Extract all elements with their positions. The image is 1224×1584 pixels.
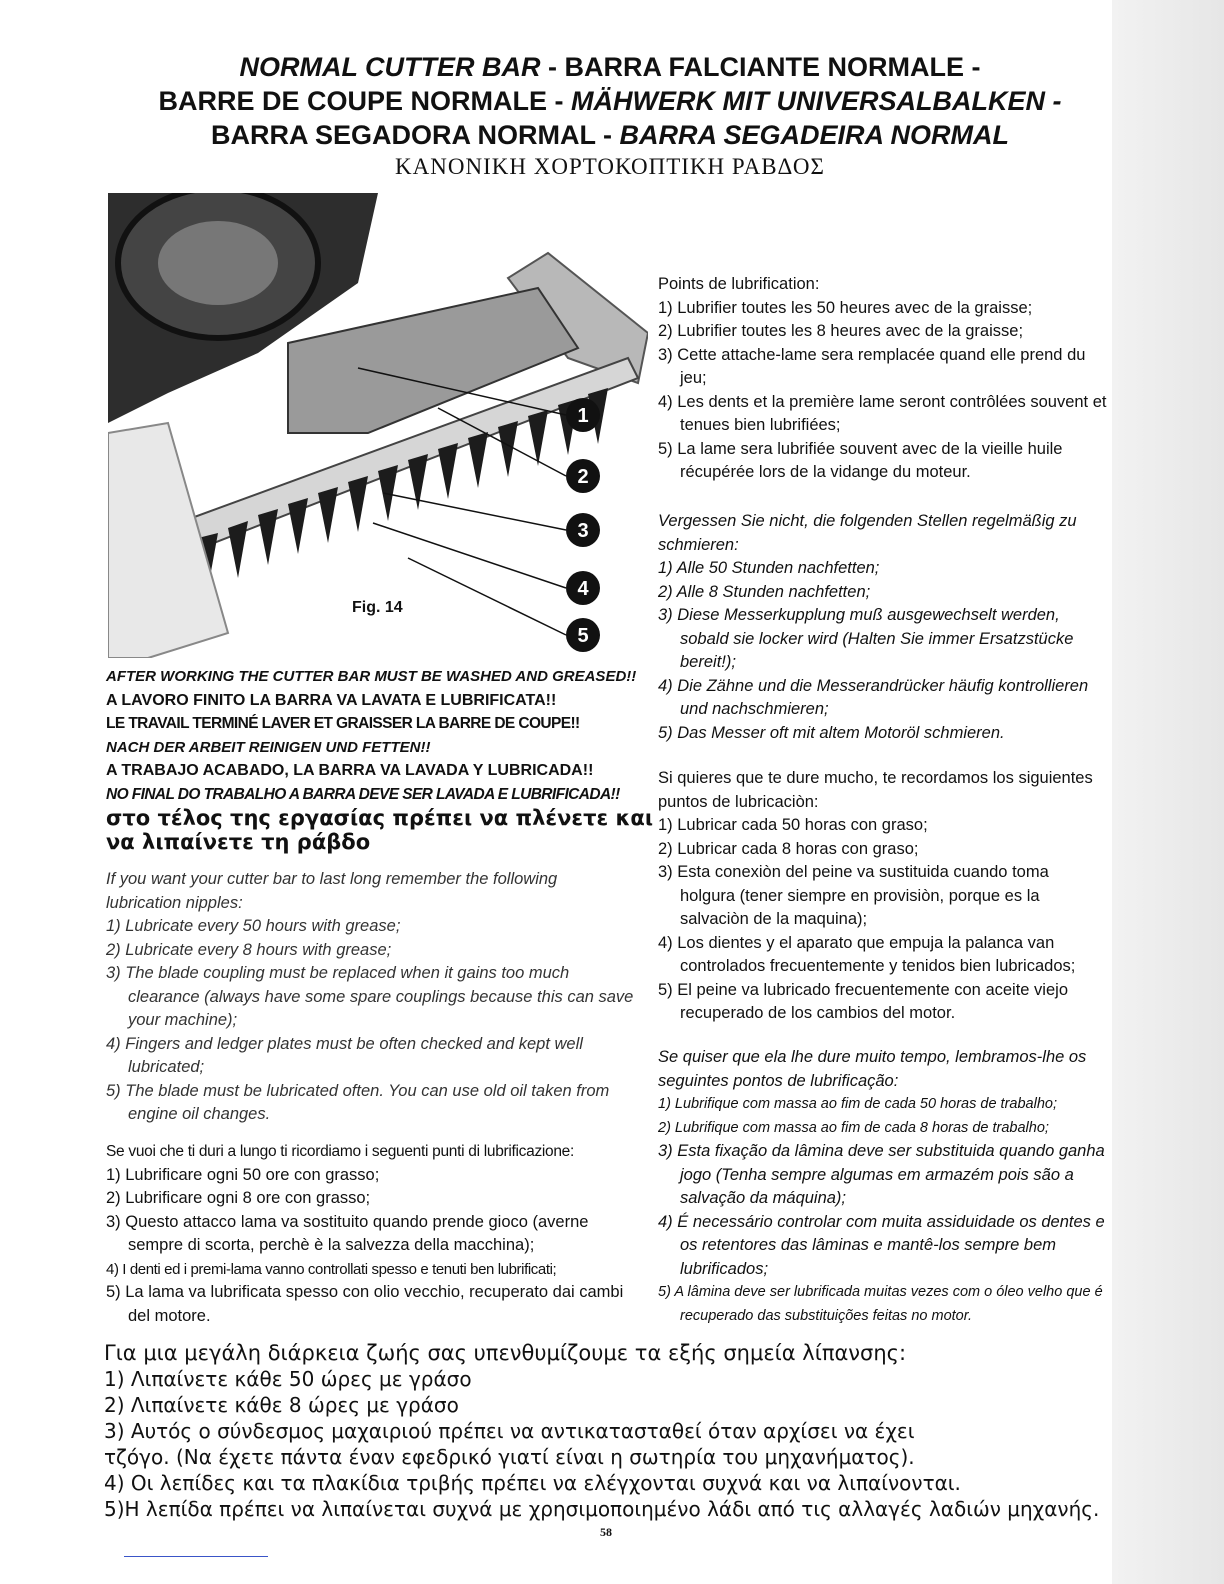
page-number: 58 — [600, 1525, 612, 1539]
list-item: 5) El peine va lubricado frecuentemente con aceite viejo recuperado de los cambios del motor. — [658, 980, 1068, 1022]
warning-pt: NO FINAL DO TRABALHO A BARRA DEVE SER LAVADA E LUBRIFICADA!! — [106, 785, 620, 803]
list-item: 4) Los dientes y el aparato que empuja la palanca van controlados frecuentemente y tenidos bien lubricados; — [658, 933, 1076, 975]
title-it: - BARRA FALCIANTE NORMALE - — [540, 52, 981, 82]
figure-caption: Fig. 14 — [352, 599, 403, 616]
warning-gr-line-2: να λιπαίνετε τη ράβδο — [106, 830, 371, 854]
warning-fr: LE TRAVAIL TERMINÉ LAVER ET GRAISSER LA BARRE DE COUPE!! — [106, 715, 580, 732]
cutter-bar-photo — [108, 193, 648, 658]
list-item: 1) Lubrificare ogni 50 ore con grasso; — [106, 1165, 380, 1184]
italian-intro: Se vuoi che ti duri a lungo ti ricordiamo i seguenti punti di lubrificazione: — [106, 1143, 575, 1160]
list-item: 5) La lame sera lubrifiée souvent avec de la vieille huile récupérée lors de la vidange du moteur. — [658, 439, 1063, 481]
list-item: 2) Lubricate every 8 hours with grease; — [106, 940, 392, 959]
callout-4-label: 4 — [577, 578, 589, 600]
title-line-2 — [100, 84, 1120, 118]
french-instructions — [658, 273, 1108, 485]
list-item: 4) Οι λεπίδες και τα πλακίδια τριβής πρέπει να ελέγχονται συχνά και να λιπαίνονται. — [104, 1471, 961, 1495]
callout-2-icon — [566, 459, 600, 493]
callout-2-label: 2 — [577, 466, 589, 488]
list-item: 5)Η λεπίδα πρέπει να λιπαίνεται συχνά με χρησιμοποιημένο λάδι από τις αλλαγές λαδιών μηχανής. — [104, 1497, 1100, 1521]
footer-link-line — [124, 1556, 268, 1557]
list-item: 3) The blade coupling must be replaced when it gains too much clearance (always have some spare couplings because this can save your machine); — [106, 964, 634, 1029]
list-item: 5) The blade must be lubricated often. You can use old oil taken from engine oil changes. — [106, 1081, 610, 1123]
list-item: 5) Das Messer oft mit altem Motoröl schmieren. — [658, 723, 1005, 742]
wheel-hub-icon — [158, 221, 278, 305]
list-item: 1) Lubricate every 50 hours with grease; — [106, 917, 401, 935]
callout-4-icon — [566, 571, 600, 605]
list-item: 2) Lubricar cada 8 horas con graso; — [658, 839, 919, 858]
english-intro: If you want your cutter bar to last long remember the following lubrication nipples: — [106, 870, 558, 912]
callout-5-label: 5 — [577, 625, 589, 647]
list-item: 3) Αυτός ο σύνδεσμος μαχαιριού πρέπει να αντικατασταθεί όταν αρχίσει να έχει — [104, 1419, 915, 1443]
german-instructions — [658, 510, 1108, 745]
list-item: 3) Cette attache-lame sera remplacée quand elle prend du jeu; — [658, 345, 1086, 387]
warning-block — [106, 665, 654, 854]
warning-gr-line-1: στο τέλος της εργασίας πρέπει να πλένετε και — [106, 806, 654, 830]
list-item: 4) É necessário controlar com muita assiduidade os dentes e os retentores das lâminas e mantê-los sempre bem lubrificados; — [658, 1212, 1105, 1278]
list-item: 3) Diese Messerkupplung muß ausgewechselt werden, sobald sie locker wird (Halten Sie immer Ersatzstücke bereit!); — [658, 606, 1074, 671]
warning-en: AFTER WORKING THE CUTTER BAR MUST BE WASHED AND GREASED!! — [106, 668, 637, 685]
list-item: 1) Λιπαίνετε κάθε 50 ώρες με γράσο — [104, 1367, 472, 1391]
callout-3-icon — [566, 513, 600, 547]
list-item: 1) Lubrifier toutes les 50 heures avec de la graisse; — [658, 298, 1033, 317]
warning-es: A TRABAJO ACABADO, LA BARRA VA LAVADA Y LUBRICADA!! — [106, 762, 594, 779]
callout-1-icon — [566, 398, 600, 432]
warning-it: A LAVORO FINITO LA BARRA VA LAVATA E LUBRIFICATA!! — [106, 691, 557, 709]
list-item: 2) Lubrifier toutes les 8 heures avec de la graisse; — [658, 322, 1024, 340]
german-intro: Vergessen Sie nicht, die folgenden Stellen regelmäßig zu schmieren: — [658, 512, 1077, 554]
title-es: BARRA SEGADORA NORMAL - — [211, 120, 620, 150]
greek-instructions — [104, 1340, 1134, 1522]
spanish-intro: Si quieres que te dure mucho, te recordamos los siguientes puntos de lubricaciòn: — [658, 769, 1093, 811]
callout-3-label: 3 — [577, 520, 589, 542]
list-item: 2) Λιπαίνετε κάθε 8 ώρες με γράσο — [104, 1393, 459, 1417]
warning-de: NACH DER ARBEIT REINIGEN UND FETTEN!! — [106, 738, 431, 756]
list-item: 5) A lâmina deve ser lubrificada muitas vezes com o óleo velho que é recuperado das substituições feitas no motor. — [658, 1284, 1103, 1324]
title-fr: BARRE DE COUPE NORMALE - — [158, 86, 572, 116]
list-item: τζόγο. (Να έχετε πάντα έναν εφεδρικό γιατί είναι η σωτηρία του μηχανήματος). — [104, 1445, 915, 1469]
title-line-3 — [100, 118, 1120, 152]
portuguese-intro: Se quiser que ela lhe dure muito tempo, lembramos-lhe os seguintes pontos de lubrificação: — [658, 1048, 1087, 1090]
french-intro: Points de lubrification: — [658, 275, 820, 293]
list-item: 4) Die Zähne und die Messerandrücker häufig kontrollieren und nachschmieren; — [658, 676, 1089, 718]
title-de: MÄHWERK MIT UNIVERSALBALKEN - — [571, 86, 1062, 116]
page-title — [100, 50, 1120, 182]
callout-5-icon — [566, 618, 600, 652]
title-pt: BARRA SEGADEIRA NORMAL — [619, 120, 1009, 150]
list-item: 1) Alle 50 Stunden nachfetten; — [658, 559, 880, 577]
italian-instructions — [106, 1140, 636, 1328]
list-item: 3) Esta conexiòn del peine va sustituida cuando toma holgura (tener siempre en provisiòn, porque es la salvaciòn de la maquina); — [658, 863, 1049, 928]
title-line-1 — [100, 50, 1120, 84]
list-item: 5) La lama va lubrificata spesso con olio vecchio, recuperato dai cambi del motore. — [106, 1283, 624, 1325]
english-instructions — [106, 868, 636, 1127]
list-item: 2) Alle 8 Stunden nachfetten; — [658, 582, 871, 601]
title-gr: ΚΑΝΟΝΙΚΗ ΧΟΡΤΟΚΟΠΤΙΚΗ ΡΑΒΔΟΣ — [395, 154, 825, 179]
list-item: 1) Lubricar cada 50 horas con graso; — [658, 816, 928, 834]
portuguese-instructions — [658, 1046, 1108, 1328]
list-item: 1) Lubrifique com massa ao fim de cada 50 horas de trabalho; — [658, 1096, 1057, 1112]
spanish-instructions — [658, 767, 1108, 1026]
list-item: 4) I denti ed i premi-lama vanno controllati spesso e tenuti ben lubrificati; — [106, 1260, 557, 1278]
title-en: NORMAL CUTTER BAR — [239, 52, 541, 82]
list-item: 3) Esta fixação da lâmina deve ser substituida quando ganha jogo (Tenha sempre algumas em armazém pois são a salvação da máquina); — [658, 1142, 1105, 1207]
callout-1-label: 1 — [577, 405, 589, 427]
list-item: 2) Lubrifique com massa ao fim de cada 8 horas de trabalho; — [658, 1119, 1049, 1136]
list-item: 2) Lubrificare ogni 8 ore con grasso; — [106, 1189, 371, 1207]
list-item: 4) Les dents et la première lame seront contrôlées souvent et tenues bien lubrifiées; — [658, 392, 1107, 434]
greek-intro: Για μια μεγάλη διάρκεια ζωής σας υπενθυμίζουμε τα εξής σημεία λίπανσης: — [104, 1341, 907, 1365]
list-item: 4) Fingers and ledger plates must be often checked and kept well lubricated; — [106, 1034, 583, 1076]
list-item: 3) Questo attacco lama va sostituito quando prende gioco (averne sempre di scorta, perchè è la salvezza della macchina); — [106, 1212, 589, 1254]
